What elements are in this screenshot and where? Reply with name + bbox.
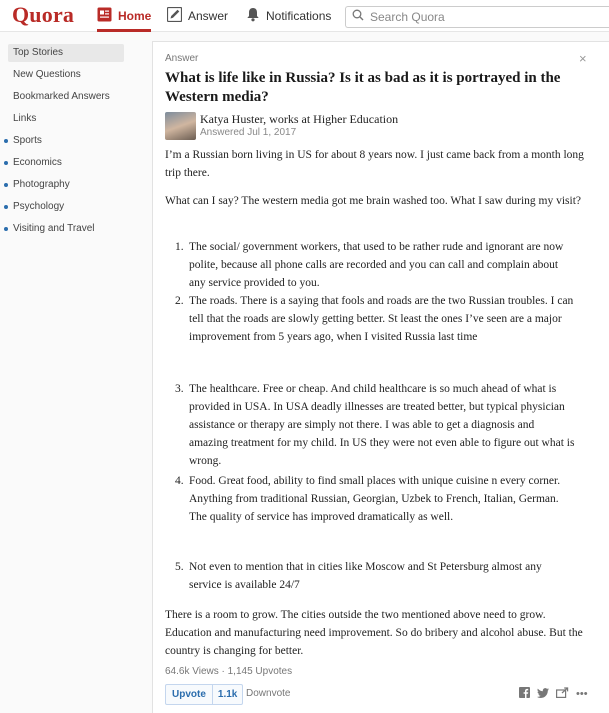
- list-item-text: The roads. There is a saying that fools and roads are the two Russian troubles. I can tell that the roads are slowly getting better. St least the ones I’ve seen are a major improvement from 5 years ago, when I visited Russia last time: [189, 295, 574, 343]
- home-icon: [97, 7, 112, 25]
- answer-paragraph: There is a room to grow. The cities outside the two mentioned above need to grow. Education and manufacturing need improvement. So do bribery and alcohol abuse. But the country is changing for better.: [165, 609, 583, 657]
- sidebar-item-label: Photography: [13, 179, 70, 190]
- twitter-icon[interactable]: [537, 688, 549, 701]
- list-item-text: Food. Great food, ability to find small places with unique cuisine n every corner. Anything from traditional Russian, Georgian, Uzbek to French, Italian, German. The quality of service has improved dramatically as well.: [189, 475, 561, 523]
- sidebar-item-label: Psychology: [13, 201, 65, 212]
- list-number: 3.: [175, 383, 184, 395]
- avatar[interactable]: [165, 112, 196, 140]
- share-bar: [519, 687, 588, 701]
- answered-date[interactable]: Answered Jul 1, 2017: [200, 127, 297, 138]
- search-input[interactable]: [370, 10, 570, 24]
- list-number: 4.: [175, 475, 184, 487]
- search-icon: [352, 8, 364, 26]
- list-number: 5.: [175, 561, 184, 573]
- upvote-count: 1.1k: [212, 685, 242, 704]
- sidebar-item-sports[interactable]: [8, 132, 124, 150]
- more-icon[interactable]: •••: [576, 688, 588, 700]
- sidebar-item-links[interactable]: [8, 110, 124, 128]
- nav-notifications[interactable]: [246, 0, 331, 31]
- sidebar-item-bookmarked-answers[interactable]: [8, 88, 124, 106]
- topic-dot: [4, 227, 8, 231]
- share-icon[interactable]: [556, 687, 569, 701]
- question-title[interactable]: What is life like in Russia? Is it as bad as it is portrayed in the Western media?: [165, 70, 561, 105]
- upvote-button[interactable]: [165, 684, 243, 705]
- sidebar-item-photography[interactable]: [8, 176, 124, 194]
- sidebar-item-label: Top Stories: [13, 47, 64, 58]
- list-item: [175, 472, 575, 526]
- answer-paragraph: I’m a Russian born living in US for about 8 years now. I just came back from a month long trip there.: [165, 149, 584, 179]
- card-type-label: Answer: [165, 53, 199, 64]
- sidebar-item-economics[interactable]: [8, 154, 124, 172]
- sidebar-item-label: New Questions: [13, 69, 81, 80]
- bell-icon: [246, 7, 260, 25]
- topic-dot: [4, 183, 8, 187]
- sidebar-item-new-questions[interactable]: [8, 66, 124, 84]
- topic-dot: [4, 139, 8, 143]
- sidebar-item-top-stories[interactable]: [8, 44, 124, 62]
- sidebar-item-label: Sports: [13, 135, 42, 146]
- sidebar-item-visiting-and-travel[interactable]: [8, 220, 124, 238]
- list-item-text: The healthcare. Free or cheap. And child healthcare is so much ahead of what is provided in USA. In USA deadly illnesses are treated better, but typical physician assistance or therapy are simply not there. I was able to get a diagnosis and amazing treatment for my child. In US they were not even able to figure out what is wrong.: [189, 383, 575, 467]
- answer-paragraph: What can I say? The western media got me brain washed too. What I saw during my visit?: [165, 195, 582, 207]
- sidebar: [0, 44, 130, 242]
- answer-stats[interactable]: 64.6k Views · 1,145 Upvotes: [165, 666, 293, 677]
- list-number: 1.: [175, 241, 184, 253]
- search-box[interactable]: [345, 6, 609, 28]
- list-item: [175, 292, 575, 346]
- facebook-icon[interactable]: [519, 687, 530, 701]
- quora-logo[interactable]: Quora: [12, 2, 75, 27]
- list-item: [175, 238, 575, 292]
- sidebar-item-label: Bookmarked Answers: [13, 91, 110, 102]
- sidebar-item-label: Visiting and Travel: [13, 223, 95, 234]
- list-item: [175, 380, 575, 470]
- answer-pencil-icon: [167, 7, 182, 25]
- nav-home[interactable]: [97, 0, 151, 31]
- sidebar-item-label: Links: [13, 113, 37, 124]
- nav-home-label: Home: [118, 8, 152, 23]
- upvote-label: Upvote: [172, 689, 206, 700]
- downvote-button[interactable]: Downvote: [246, 688, 291, 699]
- list-item-text: The social/ government workers, that used to be rather rude and ignorant are now polite, because all phone calls are recorded and you can call and complain about any service provided to you.: [189, 241, 564, 289]
- top-bar: [0, 0, 609, 32]
- nav-answer[interactable]: [167, 0, 228, 31]
- nav-notifications-label: Notifications: [266, 8, 332, 23]
- sidebar-item-label: Economics: [13, 157, 62, 168]
- close-icon[interactable]: ×: [579, 51, 587, 66]
- nav-answer-label: Answer: [188, 8, 229, 23]
- topic-dot: [4, 205, 8, 209]
- list-item: [175, 558, 575, 594]
- answer-card: [152, 41, 609, 713]
- list-number: 2.: [175, 295, 184, 307]
- list-item-text: Not even to mention that in cities like Moscow and St Petersburg almost any service is available 24/7: [189, 561, 542, 591]
- sidebar-item-psychology[interactable]: [8, 198, 124, 216]
- topic-dot: [4, 161, 8, 165]
- author-credential[interactable]: Katya Huster, works at Higher Education: [200, 112, 399, 126]
